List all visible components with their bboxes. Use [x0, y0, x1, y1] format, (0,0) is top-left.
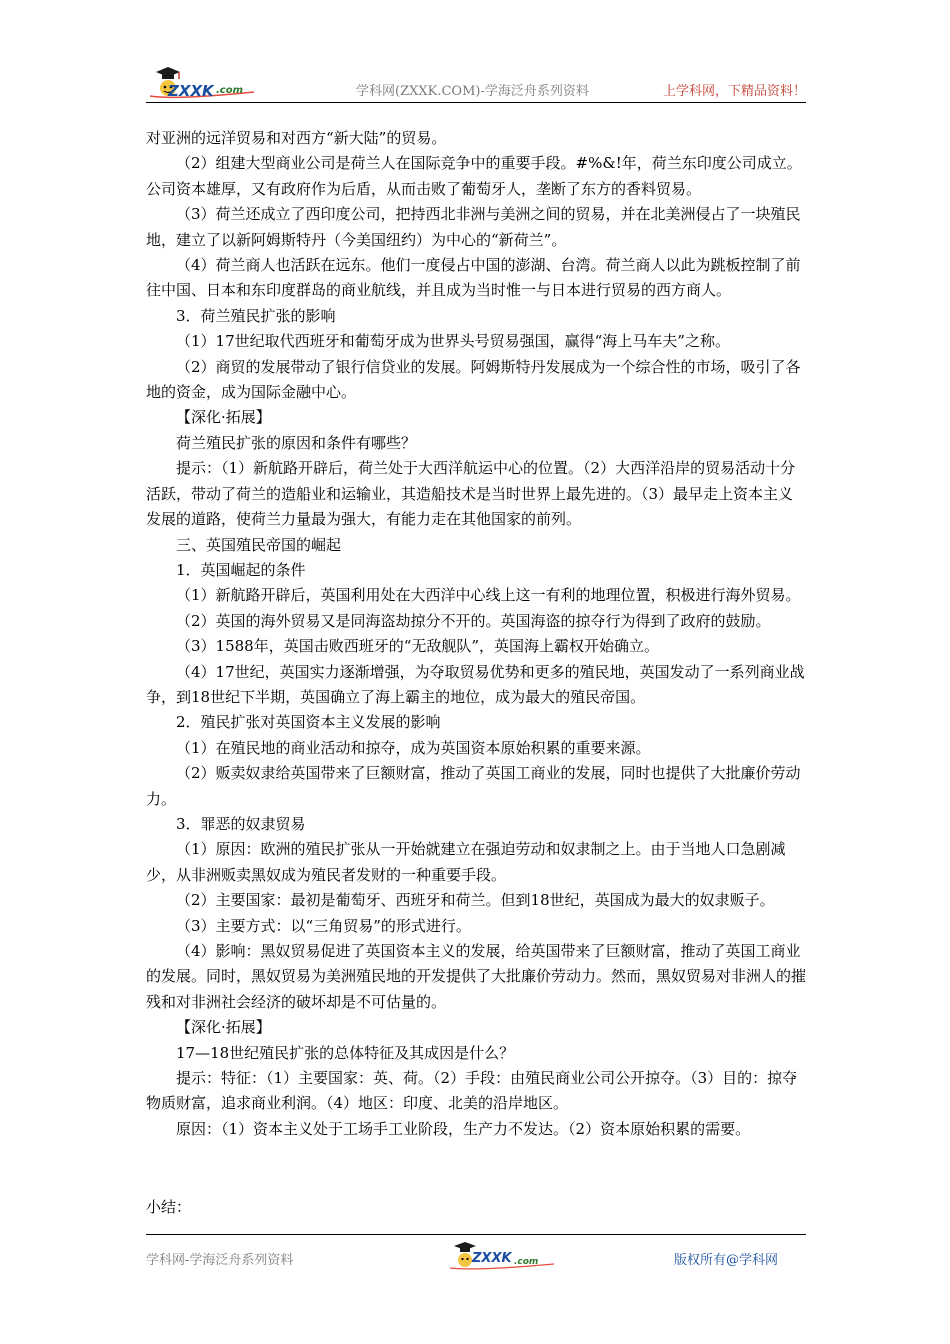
header-center-text: 学科网(ZXXK.COM)-学海泛舟系列资料	[356, 84, 589, 99]
copyright-text: 版权所有@学科网	[673, 1253, 778, 1268]
paragraph: （2）贩卖奴隶给英国带来了巨额财富，推动了英国工商业的发展，同时也提供了大批廉价劳动力。	[146, 764, 801, 808]
footer-logo-com: .com	[514, 1257, 539, 1267]
paragraph: 对亚洲的远洋贸易和对西方“新大陆”的贸易。	[146, 129, 447, 147]
section-heading: 3．荷兰殖民扩张的影响	[176, 306, 336, 325]
question: 17—18世纪殖民扩张的总体特征及其成因是什么？	[176, 1043, 515, 1062]
paragraph: （3）荷兰还成立了西印度公司，把持西北非洲与美洲之间的贸易，并在北美洲侵占了一块殖民地，建立了以新阿姆斯特丹（今美国纽约）为中心的“新荷兰”。	[146, 205, 801, 249]
paragraph: （3）1588年，英国击败西班牙的“无敌舰队”，英国海上霸权开始确立。	[176, 637, 660, 656]
logo-com: .com	[216, 85, 244, 96]
document-body	[146, 126, 808, 1142]
footer-logo-text: ZXXK	[472, 1251, 512, 1266]
summary-label: 小结：	[146, 1198, 192, 1216]
page-header	[146, 66, 806, 103]
logo-text: ZXXK	[168, 82, 214, 100]
zxxk-logo	[146, 66, 256, 100]
paragraph: （2）英国的海外贸易又是同海盗劫掠分不开的。英国海盗的掠夺行为得到了政府的鼓励。	[176, 611, 771, 630]
header-slogan: 上学科网，下精品资料！	[662, 84, 806, 99]
section-heading: 3．罪恶的奴隶贸易	[176, 814, 306, 833]
section-heading: 2．殖民扩张对英国资本主义发展的影响	[176, 713, 441, 732]
paragraph: （1）17世纪取代西班牙和葡萄牙成为世界头号贸易强国，赢得“海上马车夫”之称。	[176, 332, 730, 351]
paragraph: （3）主要方式：以“三角贸易”的形式进行。	[176, 916, 471, 935]
extension-heading: 【深化·拓展】	[176, 408, 271, 427]
hint: 提示：（1）新航路开辟后，荷兰处于大西洋航运中心的位置。（2）大西洋沿岸的贸易活动十分活跃，带动了荷兰的造船业和运输业，其造船技术是当时世界上最先进的。（3）最早走上资本主义发展的道路，使荷兰力量最为强大，有能力走在其他国家的前列。	[146, 459, 796, 529]
reason: 原因：（1）资本主义处于工场手工业阶段，生产力不发达。（2）资本原始积累的需要。	[176, 1119, 751, 1138]
chapter-heading: 三、英国殖民帝国的崛起	[176, 535, 342, 554]
paragraph: （1）原因：欧洲的殖民扩张从一开始就建立在强迫劳动和奴隶制之上。由于当地人口急剧减少，从非洲贩卖黑奴成为殖民者发财的一种重要手段。	[146, 840, 786, 884]
paragraph: （1）在殖民地的商业活动和掠夺，成为英国资本原始积累的重要来源。	[176, 738, 651, 757]
paragraph: （4）影响：黑奴贸易促进了英国资本主义的发展，给英国带来了巨额财富，推动了英国工商业的发展。同时，黑奴贸易为美洲殖民地的开发提供了大批廉价劳动力。然而，黑奴贸易对非洲人的摧残和对非洲社会经济的破坏却是不可估量的。	[146, 942, 807, 1011]
extension-heading: 【深化·拓展】	[176, 1018, 271, 1037]
paragraph: （4）荷兰商人也活跃在远东。他们一度侵占中国的澎湖、台湾。荷兰商人以此为跳板控制了前往中国、日本和东印度群岛的商业航线，并且成为当时惟一与日本进行贸易的西方商人。	[146, 256, 801, 300]
paragraph: （2）组建大型商业公司是荷兰人在国际竞争中的重要手段。#%&!年，荷兰东印度公司成立。公司资本雄厚，又有政府作为后盾，从而击败了葡萄牙人，垄断了东方的香料贸易。	[146, 154, 802, 198]
paragraph: （1）新航路开辟后，英国利用处在大西洋中心线上这一有利的地理位置，积极进行海外贸易。	[176, 586, 801, 605]
section-heading: 1．英国崛起的条件	[176, 560, 306, 579]
graduation-cap-icon	[446, 1241, 556, 1271]
footer-left-text: 学科网-学海泛舟系列资料	[146, 1253, 294, 1268]
paragraph: （4）17世纪，英国实力逐渐增强，为夺取贸易优势和更多的殖民地，英国发动了一系列商业战争，到18世纪下半期，英国确立了海上霸主的地位，成为最大的殖民帝国。	[146, 662, 805, 706]
page-footer	[146, 1234, 806, 1275]
question: 荷兰殖民扩张的原因和条件有哪些？	[176, 433, 417, 452]
footer-logo	[446, 1241, 556, 1271]
hint: 提示：特征：（1）主要国家：英、荷。（2）手段：由殖民商业公司公开掠夺。（3）目的：掠夺物质财富，追求商业利润。（4）地区：印度、北美的沿岸地区。	[146, 1069, 798, 1113]
paragraph: （2）主要国家：最初是葡萄牙、西班牙和荷兰。但到18世纪，英国成为最大的奴隶贩子。	[176, 891, 775, 910]
paragraph: （2）商贸的发展带动了银行信贷业的发展。阿姆斯特丹发展成为一个综合性的市场，吸引了各地的资金，成为国际金融中心。	[146, 357, 801, 402]
